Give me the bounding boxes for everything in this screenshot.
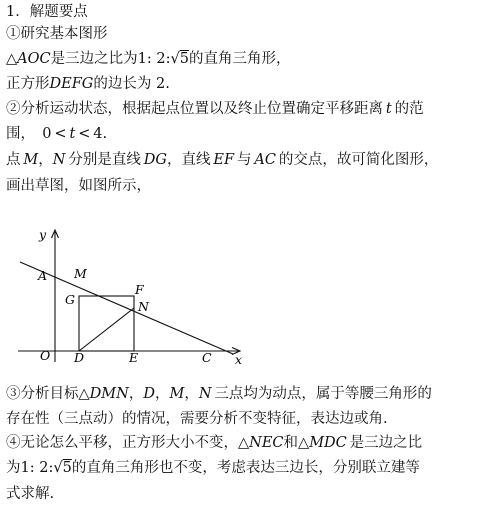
paragraph-4-text: 分析运动状态，根据起点位置以及终止位置确定平移距离 [20, 101, 383, 117]
paragraph-11-text-a: 为 [6, 460, 21, 476]
paragraph-6-text-c: ，直线 [166, 152, 211, 168]
line-ac: AC [254, 152, 276, 168]
paragraph-11-text-b: 的直角三角形也不变，考虑表达三边长，分别联立建等 [71, 460, 420, 476]
range-lower: 0 [42, 126, 52, 142]
sqrt-symbol-2: √ [53, 460, 63, 476]
paragraph-6-text-a: 点 [6, 152, 21, 168]
label-y: y [39, 227, 47, 242]
side-ratio: 1: 2: [137, 51, 171, 67]
label-c: C [202, 350, 212, 365]
circled-number-3: ③ [6, 386, 21, 402]
label-x: x [235, 352, 243, 367]
paragraph-3-text-a: 正方形 [6, 76, 50, 92]
label-m: M [74, 266, 87, 281]
square-defg-shape [79, 296, 134, 351]
less-than-1: < [54, 126, 67, 142]
paragraph-2 [6, 49, 290, 69]
paragraph-4 [6, 99, 424, 119]
paragraph-10 [6, 433, 422, 453]
triangle-nec: NEC [249, 435, 284, 451]
paragraph-9 [6, 409, 388, 429]
label-a: A [38, 268, 48, 283]
geometry-diagram [8, 212, 253, 372]
paragraph-5-text-b: . [102, 126, 108, 142]
point-n: N [52, 152, 66, 168]
heading-text: 1．解题要点 [6, 4, 88, 20]
less-than-2: < [78, 126, 91, 142]
paragraph-10-text-c: 是三边之比 [349, 435, 423, 451]
paragraph-10-text-a: 无论怎么平移，正方形大小不变，△ [20, 435, 250, 451]
paragraph-12 [6, 484, 54, 504]
paragraph-6-text-b: 分别是直线 [68, 152, 141, 168]
label-e: E [129, 350, 139, 365]
paragraph-1 [6, 24, 108, 44]
point-m: M [23, 152, 39, 168]
triangle-dmn: DMN [89, 386, 129, 402]
point-d: D [143, 386, 155, 402]
triangle-aoc: AOC [17, 51, 51, 67]
variable-t: t [385, 101, 392, 117]
sqrt-argument-2: 5 [62, 460, 72, 476]
line-dg: DG [143, 152, 167, 168]
paragraph-11 [6, 458, 420, 478]
triangle-symbol: △ [6, 51, 18, 67]
paragraph-2-text-a: 是三边之比为 [50, 51, 138, 67]
paragraph-12-text: 式求解. [6, 486, 55, 502]
square-defg: DEFG [49, 76, 94, 92]
separator-comma: ， [38, 152, 53, 168]
paragraph-9-text: 存在性（三点动）的情况，需要分析不变特征，表达边或角. [6, 411, 388, 427]
paragraph-2-text-b: 的直角三角形， [188, 51, 291, 67]
paragraph-5-text-a: 围， [6, 126, 35, 142]
side-ratio-2: 1: 2: [20, 460, 54, 476]
circled-number-2: ② [6, 101, 21, 117]
range-upper: 4 [93, 126, 103, 142]
paragraph-6-text-e: 的交点，故可简化图形， [278, 152, 439, 168]
paragraph-10-text-b: 和△ [283, 435, 310, 451]
paragraph-5 [6, 124, 107, 144]
paragraph-8-text-a: 分析目标△ [20, 386, 90, 402]
label-g: G [65, 292, 75, 307]
circled-number-1: ① [6, 26, 21, 42]
point-m-2: M [169, 386, 185, 402]
heading [6, 2, 88, 22]
label-d: D [74, 350, 85, 365]
comma-2: ， [184, 386, 199, 402]
circled-number-4: ④ [6, 435, 21, 451]
paragraph-8 [6, 384, 432, 404]
paragraph-8-text-c: 三点均为动点，属于等腰三角形的 [214, 386, 432, 402]
label-n: N [138, 299, 149, 314]
point-n-2: N [198, 386, 212, 402]
triangle-mdc: MDC [309, 435, 347, 451]
sqrt-symbol: √ [170, 51, 180, 67]
paragraph-6 [6, 150, 438, 170]
paragraph-8-text-b: ， [128, 386, 144, 402]
paragraph-3 [6, 74, 170, 94]
line-ac-shape [20, 262, 233, 354]
segment-dn [79, 308, 134, 351]
paragraph-7-text: 画出草图，如图所示， [6, 178, 151, 194]
paragraph-1-text: 研究基本图形 [20, 26, 108, 42]
label-o: O [40, 348, 51, 363]
sqrt-argument: 5 [179, 51, 189, 67]
paragraph-7 [6, 176, 151, 196]
paragraph-6-text-d: 与 [236, 152, 252, 168]
range-variable: t [69, 126, 76, 142]
comma-1: ， [154, 386, 170, 402]
paragraph-3-text-b: 的边长为 2. [93, 76, 170, 92]
paragraph-4-tail: 的范 [394, 101, 424, 117]
line-ef: EF [213, 152, 235, 168]
label-f: F [135, 282, 144, 297]
